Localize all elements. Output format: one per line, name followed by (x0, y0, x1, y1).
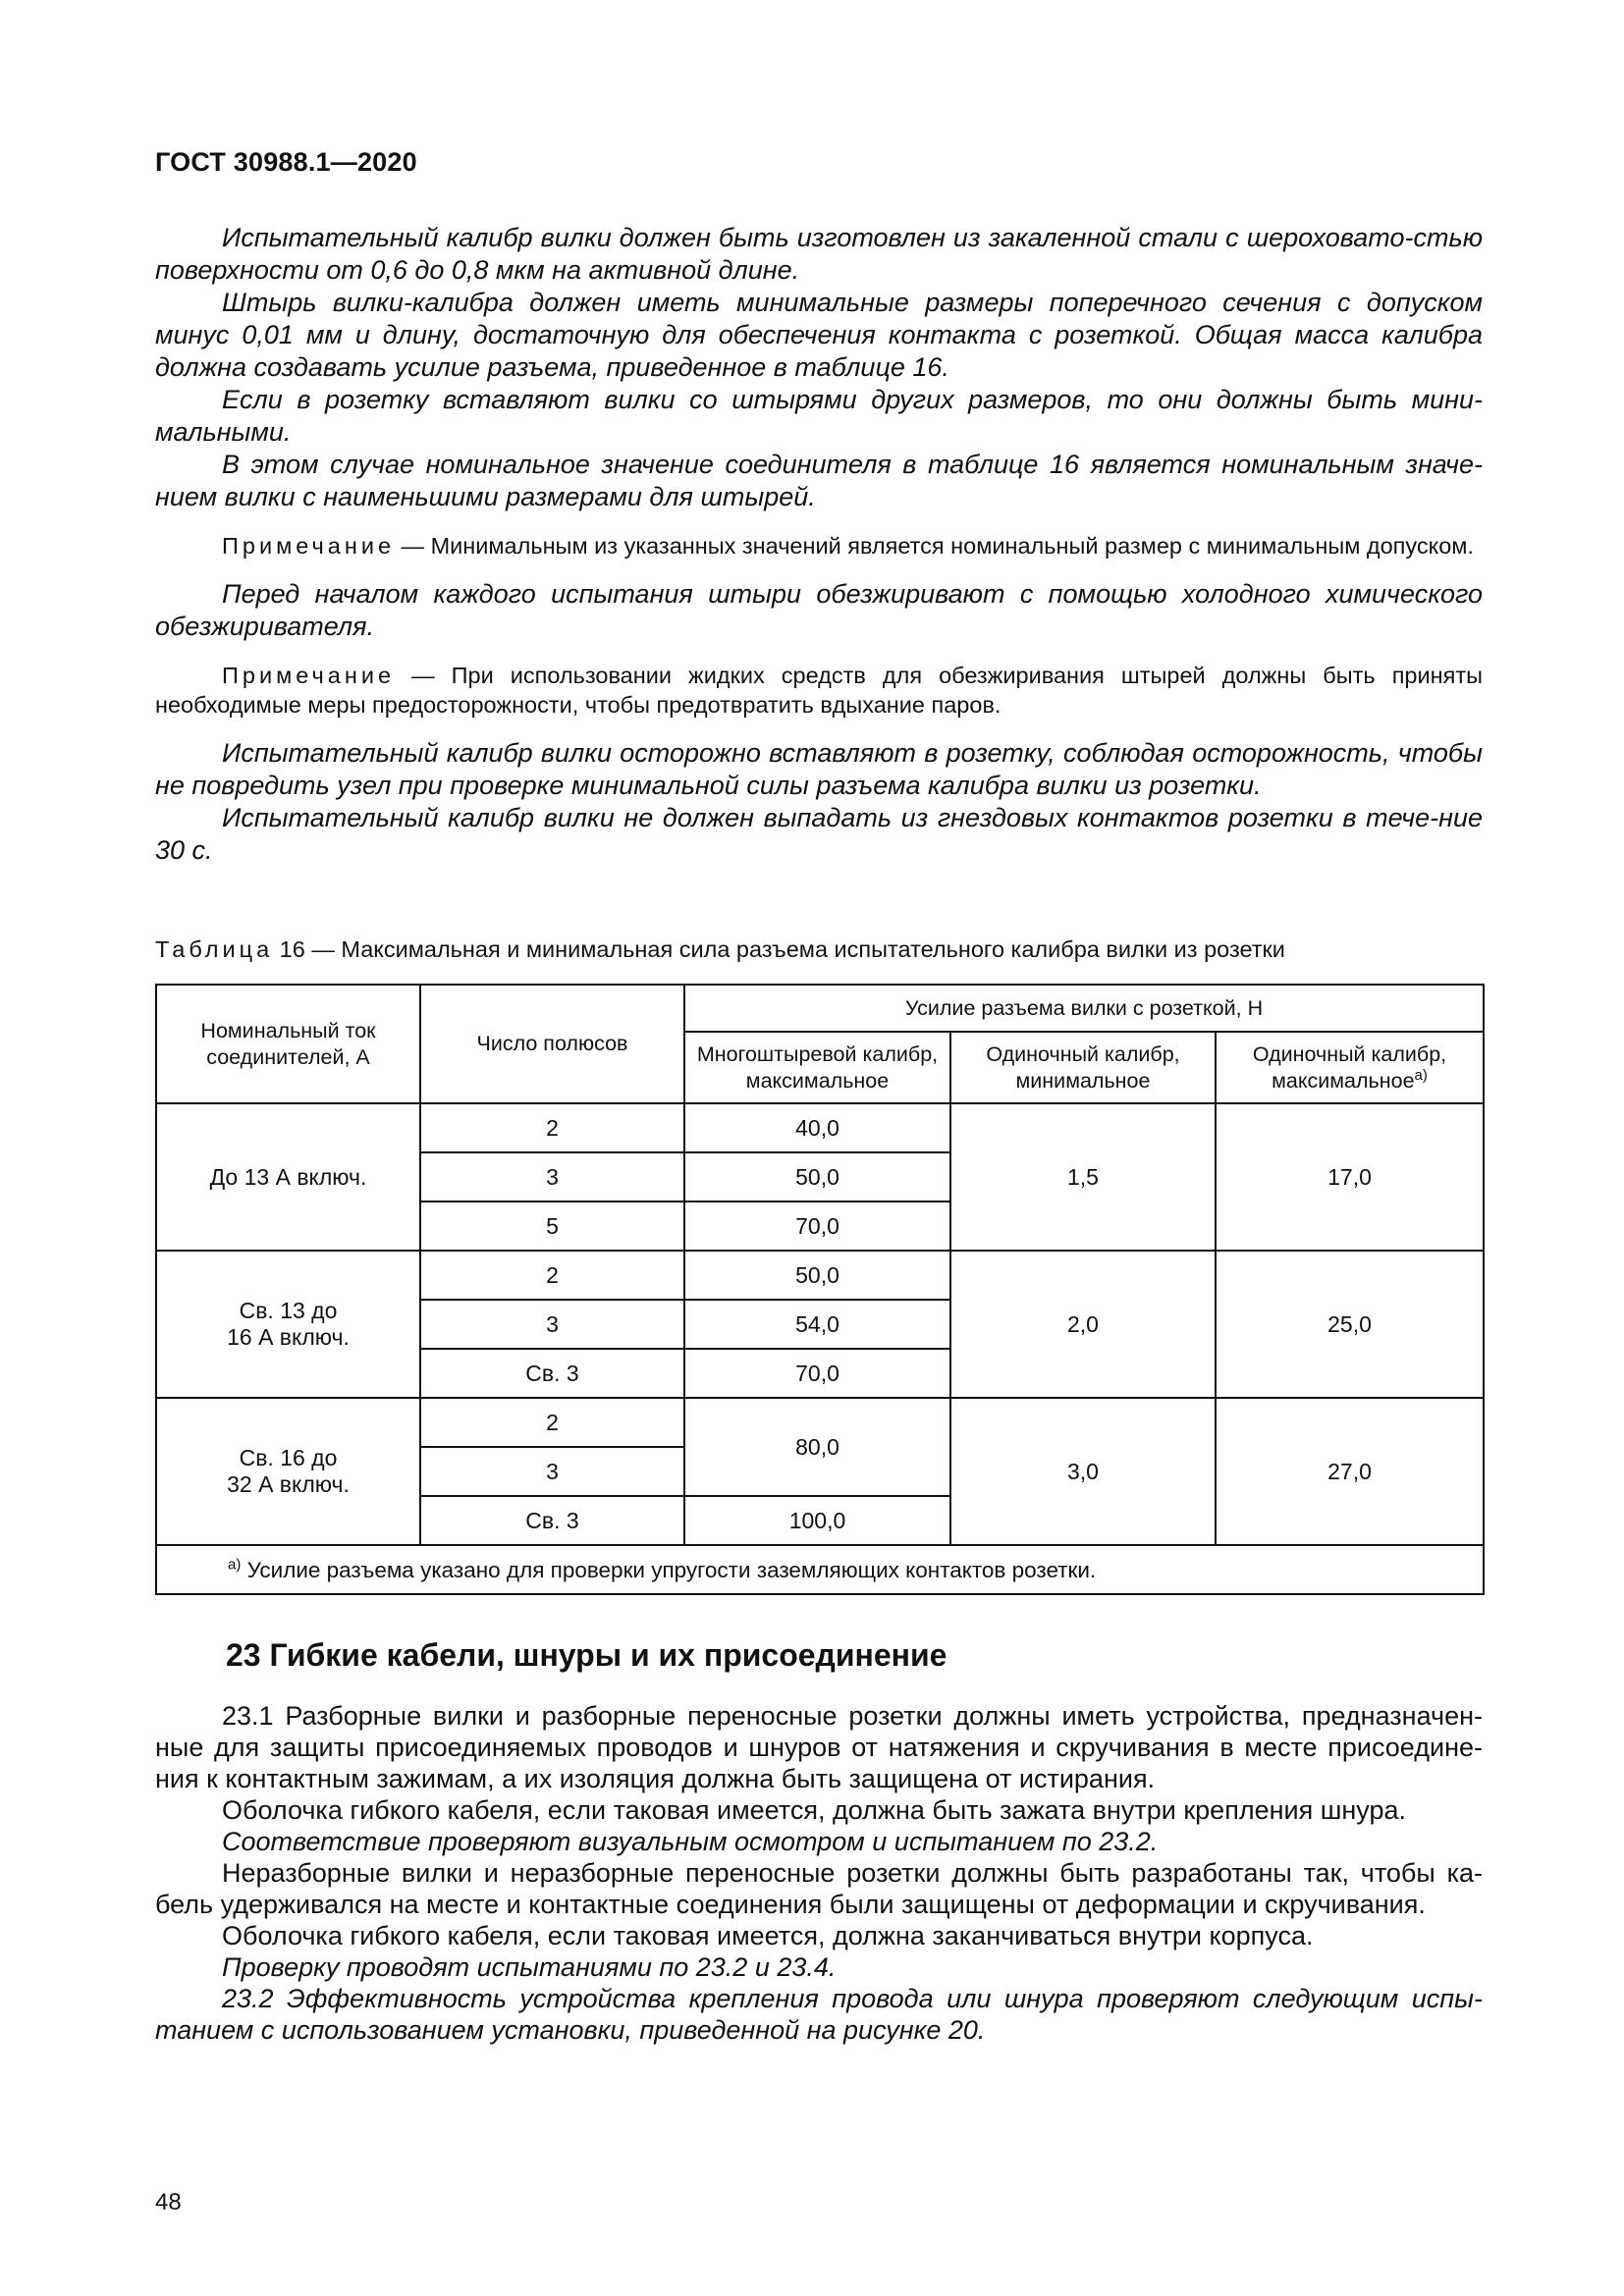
cell-single-max: 17,0 (1216, 1103, 1484, 1251)
cell-poles: 2 (420, 1103, 684, 1152)
footnote-text: Усилие разъема указано для проверки упругости заземляющих контактов розетки. (241, 1557, 1097, 1582)
paragraph-23-2: 23.2 Эффективность устройства крепления провода или шнура проверяют следующим испы-танием с использованием установки, приведенной на рисунке 20. (155, 1984, 1483, 2045)
paragraph-gauge-hold: Испытательный калибр вилки не должен выпадать из гнездовых контактов розетки в тече-ние 30 с. (155, 803, 1483, 865)
cell-single-max: 27,0 (1216, 1398, 1484, 1545)
paragraph-degreasing: Перед началом каждого испытания штыри обезжиривают с помощью холодного химического обезжиривателя. (155, 579, 1483, 641)
note-2-text: — При использовании жидких средств для обезжиривания штырей должны быть приняты необходимые меры предосторожности, чтобы предотвратить вдыхание паров. (155, 663, 1483, 718)
table-caption-text: 16 — Максимальная и минимальная сила разъема испытательного калибра вилки из розетки (273, 936, 1285, 962)
table-row (156, 1103, 1484, 1152)
cell-poles: 3 (420, 1152, 684, 1201)
paragraph-check-tests: Проверку проводят испытаниями по 23.2 и 23.4. (222, 1952, 837, 1982)
cell-multi-merged: 80,0 (684, 1398, 950, 1496)
cell-rated-current-line2: 32 А включ. (227, 1471, 350, 1497)
note-1 (155, 531, 1483, 561)
cell-rated-current: До 13 А включ. (156, 1103, 420, 1251)
paragraph-cable-sheath-clamp: Оболочка гибкого кабеля, если таковая имеется, должна быть зажата внутри крепления шнура. (222, 1795, 1407, 1825)
paragraph-gauge-material: Испытательный калибр вилки должен быть изготовлен из закаленной стали с шероховато-стью поверхности от 0,6 до 0,8 мкм на активной длине. (155, 223, 1483, 285)
header-multi-pin-max: Многоштыревой калибр, максимальное (684, 1032, 950, 1103)
paragraph-rated-value: В этом случае номинальное значение соединителя в таблице 16 является номинальным значе-нием вилки с наименьшими размерами для штырей. (155, 450, 1483, 511)
header-single-max (1216, 1032, 1484, 1103)
document-code: ГОСТ 30988.1—2020 (155, 147, 417, 177)
cell-rated-current (156, 1251, 420, 1398)
paragraph-23-1: 23.1 Разборные вилки и разборные переносные розетки должны иметь устройства, предназначен-ные для защиты присоединяемых проводов и шнуров от натяжения и скручивания в месте присоедине-ния к контактным зажимам, а их изоляция должна быть защищена от истирания. (155, 1701, 1483, 1793)
cell-poles: 5 (420, 1201, 684, 1251)
cell-poles: 2 (420, 1398, 684, 1447)
cell-multi: 54,0 (684, 1300, 950, 1349)
table-caption (155, 934, 1285, 964)
cell-multi: 40,0 (684, 1103, 950, 1152)
header-rated-current: Номинальный ток соединителей, А (156, 985, 420, 1103)
header-single-max-note: а) (1414, 1066, 1428, 1084)
page-number: 48 (155, 2189, 182, 2216)
cell-single-min: 1,5 (950, 1103, 1216, 1251)
table-footnote-row (156, 1545, 1484, 1594)
cell-poles: 2 (420, 1251, 684, 1300)
cell-rated-current-line2: 16 А включ. (227, 1324, 350, 1350)
cell-single-max: 25,0 (1216, 1251, 1484, 1398)
note-2 (155, 661, 1483, 720)
table-16 (155, 984, 1485, 1595)
paragraph-cable-sheath-end: Оболочка гибкого кабеля, если таковая имеется, должна заканчиваться внутри корпуса. (222, 1921, 1314, 1950)
header-force-group: Усилие разъема вилки с розеткой, Н (684, 985, 1484, 1032)
header-single-min: Одиночный калибр, минимальное (950, 1032, 1216, 1103)
cell-rated-current-line1: Св. 16 до (239, 1445, 338, 1470)
cell-multi: 70,0 (684, 1201, 950, 1251)
table-row (156, 1398, 1484, 1447)
header-single-max-text: Одиночный калибр, максимальное (1252, 1041, 1447, 1093)
note-2-label: Примечание (222, 663, 396, 688)
table-caption-label: Таблица (155, 936, 274, 962)
cell-rated-current (156, 1398, 420, 1545)
paragraph-compliance-check: Соответствие проверяют визуальным осмотром и испытанием по 23.2. (222, 1827, 1159, 1856)
table-footnote (156, 1545, 1484, 1594)
cell-poles: Св. 3 (420, 1496, 684, 1545)
paragraph-insert-gauge: Испытательный калибр вилки осторожно вставляют в розетку, соблюдая осторожность, чтобы не повредить узел при проверке минимальной силы разъема калибра вилки из розетки. (155, 738, 1483, 800)
cell-poles: 3 (420, 1447, 684, 1496)
table-row (156, 1251, 1484, 1300)
cell-multi: 50,0 (684, 1251, 950, 1300)
paragraph-other-pins: Если в розетку вставляют вилки со штырями других размеров, то они должны быть мини-мальными. (155, 385, 1483, 447)
section-text (155, 1700, 1483, 2046)
cell-rated-current-line1: Св. 13 до (239, 1298, 338, 1323)
header-poles: Число полюсов (420, 985, 684, 1103)
body-text (155, 222, 1483, 867)
note-1-label: Примечание (222, 533, 396, 559)
footnote-mark: а) (228, 1556, 242, 1573)
section-title: 23 Гибкие кабели, шнуры и их присоединение (226, 1637, 947, 1673)
cell-single-min: 3,0 (950, 1398, 1216, 1545)
cell-multi: 70,0 (684, 1349, 950, 1398)
paragraph-non-rewirable: Неразборные вилки и неразборные переносные розетки должны быть разработаны так, чтобы ка-бель удерживался на месте и контактные соединения были защищены от деформации и скручивания. (155, 1858, 1483, 1919)
paragraph-gauge-pin: Штырь вилки-калибра должен иметь минимальные размеры поперечного сечения с допуском минус 0,01 мм и длину, достаточную для обеспечения контакта с розеткой. Общая масса калибра должна создавать усилие разъема, приведенное в таблице 16. (155, 288, 1483, 382)
cell-poles: Св. 3 (420, 1349, 684, 1398)
cell-multi: 100,0 (684, 1496, 950, 1545)
cell-poles: 3 (420, 1300, 684, 1349)
cell-multi: 50,0 (684, 1152, 950, 1201)
note-1-text: — Минимальным из указанных значений является номинальный размер с минимальным допуском. (395, 533, 1474, 559)
cell-single-min: 2,0 (950, 1251, 1216, 1398)
